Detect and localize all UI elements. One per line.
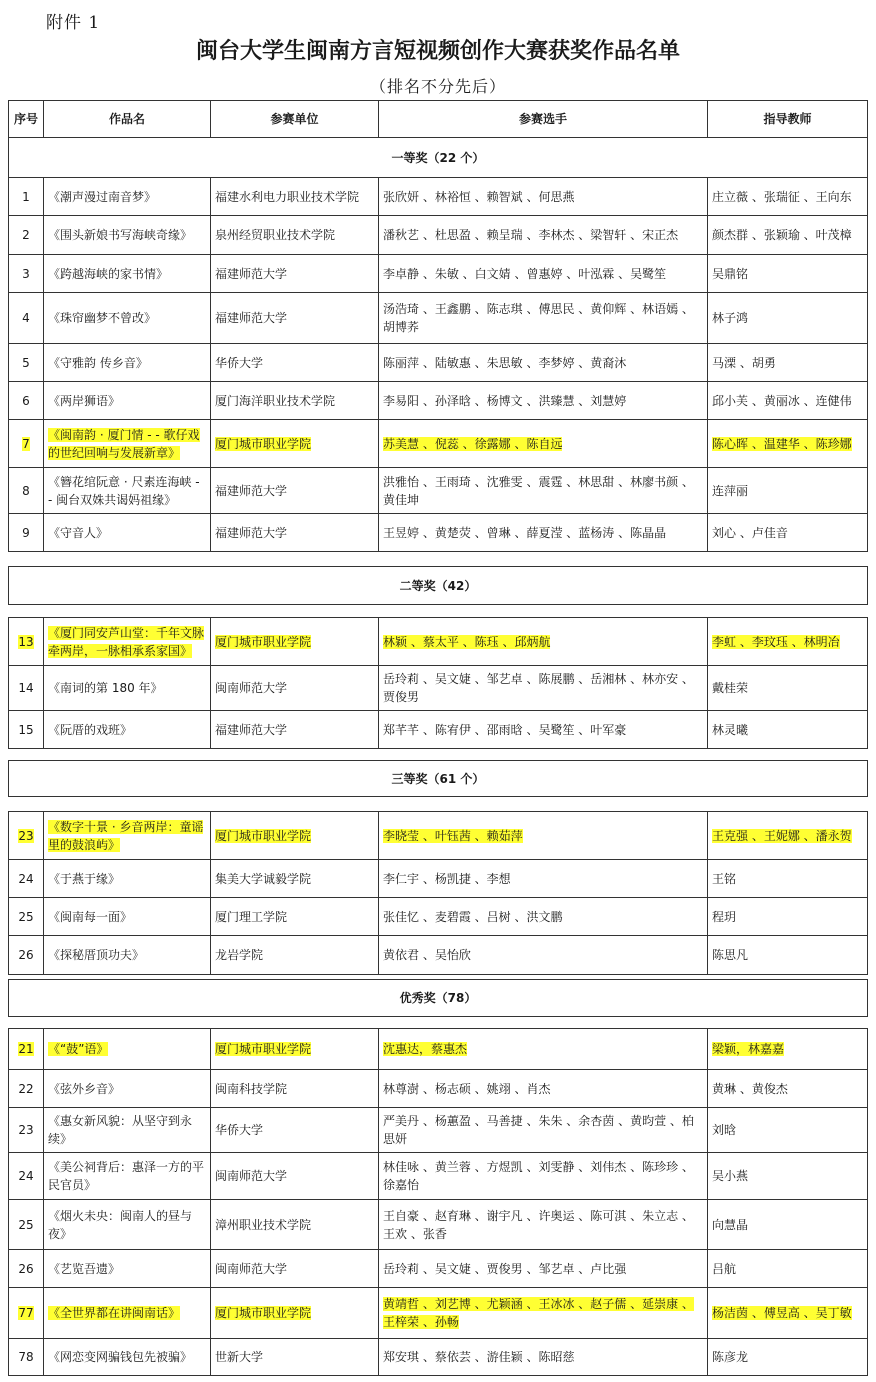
instructors <box>708 1288 868 1339</box>
instructors <box>708 812 868 860</box>
work-title <box>44 1153 211 1200</box>
cell-text: 《潮声漫过南音梦》 <box>48 189 157 204</box>
table-row <box>9 216 868 255</box>
row-number <box>9 711 44 749</box>
cell-text: 庄立薇 、张瑞征 、王向东 <box>712 189 852 204</box>
instructors <box>708 860 868 898</box>
awards-table-first <box>8 100 868 552</box>
table-row <box>9 1029 868 1070</box>
cell-text: 苏美慧 、倪蕊 、徐露娜 、陈自远 <box>383 436 563 451</box>
instructors <box>708 1029 868 1070</box>
cell-text: 厦门城市职业学院 <box>215 828 312 843</box>
unit-name <box>211 1250 379 1288</box>
cell-text: 陈心晖 、温建华 、陈珍娜 <box>712 436 852 451</box>
cell-text: 福建师范大学 <box>215 483 288 498</box>
row-number <box>9 618 44 666</box>
cell-text: 沈惠达，蔡惠杰 <box>383 1042 468 1056</box>
awards-table-excellent <box>8 979 868 1017</box>
cell-text: 邱小芙 、黄丽冰 、连健伟 <box>712 393 852 408</box>
cell-text: 龙岩学院 <box>215 948 264 962</box>
cell-text: 泉州经贸职业技术学院 <box>215 228 336 242</box>
work-title <box>44 1200 211 1250</box>
instructors <box>708 1200 868 1250</box>
cell-text: 《于燕于缘》 <box>48 871 121 886</box>
work-title <box>44 936 211 975</box>
table-row <box>9 255 868 293</box>
section-row-second <box>9 567 868 605</box>
cell-text: 6 <box>22 393 30 408</box>
cell-text: 黄靖哲 、刘艺博 、尤颖涵 、王冰冰 、赵子儒 、延崇康 、王梓荣 、孙畅 <box>383 1297 694 1329</box>
contestants <box>379 1200 708 1250</box>
cell-text: 李易阳 、孙泽晗 、杨博文 、洪臻慧 、刘慧婷 <box>383 393 627 408</box>
page-subtitle: （排名不分先后） <box>369 77 506 96</box>
cell-text: 颜杰群 、张颖瑜 、叶茂樟 <box>712 228 852 242</box>
cell-text: 黄琳 、黄俊杰 <box>712 1081 788 1096</box>
instructors <box>708 936 868 975</box>
cell-text: 1 <box>22 189 30 204</box>
cell-text: 林尊澍 、杨志硕 、姚翊 、肖杰 <box>383 1081 551 1096</box>
cell-text: 严美丹 、杨蕙盈 、马善捷 、朱朱 、余杏茵 、黄昀萱 、柏思妍 <box>383 1114 694 1146</box>
contestants <box>379 255 708 293</box>
unit-name <box>211 1339 379 1376</box>
cell-text: 潘秋艺 、杜思盈 、赖呈瑞 、李林杰 、梁智轩 、宋正杰 <box>383 228 679 242</box>
unit-name <box>211 711 379 749</box>
cell-text: 《守音人》 <box>48 525 109 540</box>
contestants <box>379 468 708 514</box>
cell-text: 25 <box>18 909 34 924</box>
unit-name <box>211 936 379 975</box>
row-number <box>9 860 44 898</box>
table-row <box>9 812 868 860</box>
work-title <box>44 514 211 552</box>
cell-text: 陈丽萍 、陆敏惠 、朱思敏 、李梦婷 、黄裔沐 <box>383 355 627 370</box>
cell-text: 吕航 <box>712 1261 737 1276</box>
row-number <box>9 293 44 344</box>
instructors <box>708 344 868 382</box>
cell-text: 王昱婷 、黄楚荧 、曾琳 、薛夏滢 、蓝杨涛 、陈晶晶 <box>383 525 667 540</box>
row-number <box>9 1108 44 1153</box>
row-number <box>9 898 44 936</box>
table-row <box>9 293 868 344</box>
unit-name <box>211 1029 379 1070</box>
cell-text: 林灵曦 <box>712 722 749 737</box>
cell-text: 《两岸狮语》 <box>48 393 121 408</box>
instructors <box>708 382 868 420</box>
contestants <box>379 898 708 936</box>
instructors <box>708 1108 868 1153</box>
cell-text: 《闽南韵 · 厦门情 - - 歌仔戏的世纪回响与发展新章》 <box>48 427 200 460</box>
cell-text: 王铭 <box>712 871 737 886</box>
cell-text: 汤浩琦 、王鑫鹏 、陈志琪 、傅思民 、黄仰辉 、林语嫣 、胡博荞 <box>383 302 694 334</box>
cell-text: 《数字十景 · 乡音两岸：童谣里的鼓浪屿》 <box>48 819 204 852</box>
cell-text: 漳州职业技术学院 <box>215 1217 312 1232</box>
cell-text: 24 <box>18 871 34 886</box>
table-row <box>9 1108 868 1153</box>
instructors <box>708 1153 868 1200</box>
contestants <box>379 1339 708 1376</box>
table-row <box>9 666 868 711</box>
cell-text: 《“鼓”语》 <box>48 1042 109 1056</box>
instructors <box>708 1339 868 1376</box>
cell-text: 《跨越海峡的家书情》 <box>48 266 169 281</box>
cell-text: 闽南师范大学 <box>215 1261 288 1276</box>
cell-text: 14 <box>18 681 34 695</box>
column-header: 指导教师 <box>708 101 868 138</box>
table-row <box>9 178 868 216</box>
unit-name <box>211 666 379 711</box>
table-row <box>9 344 868 382</box>
row-number <box>9 666 44 711</box>
unit-name <box>211 468 379 514</box>
cell-text: 22 <box>18 1081 34 1096</box>
row-number <box>9 1288 44 1339</box>
instructors <box>708 468 868 514</box>
instructors <box>708 711 868 749</box>
cell-text: 岳玲莉 、吴文婕 、邹艺卓 、陈展鹏 、岳湘林 、林亦安 、贾俊男 <box>383 672 694 704</box>
instructors <box>708 666 868 711</box>
cell-text: 吴小燕 <box>712 1169 749 1183</box>
work-title <box>44 216 211 255</box>
table-row <box>9 514 868 552</box>
table-row <box>9 618 868 666</box>
cell-text: 8 <box>22 483 30 498</box>
cell-text: 福建师范大学 <box>215 722 288 737</box>
cell-text: 闽南师范大学 <box>215 681 288 695</box>
work-title <box>44 1288 211 1339</box>
cell-text: 岳玲莉 、吴文婕 、贾俊男 、邹艺卓 、卢比强 <box>383 1261 627 1276</box>
unit-name <box>211 420 379 468</box>
instructors <box>708 178 868 216</box>
unit-name <box>211 293 379 344</box>
contestants <box>379 1153 708 1200</box>
work-title <box>44 178 211 216</box>
table-header-row <box>9 101 868 138</box>
awards-table-third <box>8 760 868 797</box>
cell-text: 张佳忆 、麦碧霞 、吕树 、洪文鹏 <box>383 909 563 924</box>
work-title <box>44 860 211 898</box>
unit-name <box>211 1070 379 1108</box>
unit-name <box>211 514 379 552</box>
cell-text: 李虹 、李玟珏 、林明冶 <box>712 634 840 649</box>
awards-table-third-body <box>8 811 868 975</box>
contestants <box>379 1288 708 1339</box>
cell-text: 《弦外乡音》 <box>48 1081 121 1096</box>
cell-text: 杨洁茵 、傅昱高 、吴丁敏 <box>712 1306 852 1320</box>
cell-text: 《南词的第 180 年》 <box>48 681 163 695</box>
cell-text: 李仁宇 、杨凯捷 、李想 <box>383 871 511 886</box>
unit-name <box>211 216 379 255</box>
work-title <box>44 382 211 420</box>
cell-text: 华侨大学 <box>215 355 264 370</box>
section-title: 优秀奖（78） <box>9 980 868 1017</box>
cell-text: 厦门城市职业学院 <box>215 1042 312 1056</box>
cell-text: 24 <box>18 1169 34 1183</box>
contestants <box>379 812 708 860</box>
cell-text: 李卓静 、朱敏 、白文婧 、曾惠婷 、叶泓霖 、吴鹭笙 <box>383 266 667 281</box>
cell-text: 《惠女新风貌：从坚守到永续》 <box>48 1114 193 1146</box>
section-row-excellent <box>9 980 868 1017</box>
cell-text: 连萍丽 <box>712 483 749 498</box>
cell-text: 程玥 <box>712 909 737 924</box>
cell-text: 马溧 、胡勇 <box>712 355 776 370</box>
cell-text: 3 <box>22 266 30 281</box>
table-row <box>9 860 868 898</box>
cell-text: 张欣妍 、林裕恒 、赖智斌 、何思燕 <box>383 189 575 204</box>
table-row <box>9 1288 868 1339</box>
contestants <box>379 666 708 711</box>
cell-text: 《闽南每一面》 <box>48 909 133 924</box>
row-number <box>9 1153 44 1200</box>
cell-text: 陈彦龙 <box>712 1350 749 1364</box>
row-number <box>9 382 44 420</box>
section-title: 三等奖（61 个） <box>9 761 868 797</box>
column-header: 序号 <box>9 101 44 138</box>
cell-text: 78 <box>18 1350 34 1364</box>
cell-text: 26 <box>18 1261 34 1276</box>
cell-text: 洪雅怡 、王雨琦 、沈雅雯 、震霆 、林思甜 、林廖书颜 、黄佳坤 <box>383 474 694 507</box>
cell-text: 林颖 、蔡太平 、陈珏 、邱炳航 <box>383 634 551 649</box>
cell-text: 林子鸿 <box>712 311 749 325</box>
cell-text: 《探秘厝顶功夫》 <box>48 948 145 962</box>
work-title <box>44 1070 211 1108</box>
row-number <box>9 468 44 514</box>
cell-text: 厦门城市职业学院 <box>215 1306 312 1320</box>
awards-table-second <box>8 566 868 605</box>
column-header: 参赛单位 <box>211 101 379 138</box>
cell-text: 福建师范大学 <box>215 266 288 281</box>
cell-text: 王克强 、王妮娜 、潘永贺 <box>712 828 852 843</box>
cell-text: 25 <box>18 1217 34 1232</box>
row-number <box>9 1200 44 1250</box>
unit-name <box>211 812 379 860</box>
section-title: 二等奖（42） <box>9 567 868 605</box>
unit-name <box>211 1200 379 1250</box>
cell-text: 15 <box>18 722 34 737</box>
row-number <box>9 178 44 216</box>
cell-text: 《围头新娘书写海峡奇缘》 <box>48 228 193 242</box>
cell-text: 2 <box>22 228 30 242</box>
section-row-first <box>9 138 868 178</box>
contestants <box>379 618 708 666</box>
cell-text: 华侨大学 <box>215 1123 264 1137</box>
cell-text: 21 <box>18 1042 34 1056</box>
cell-text: 戴桂荣 <box>712 681 749 695</box>
table-row <box>9 711 868 749</box>
unit-name <box>211 255 379 293</box>
cell-text: 闽南师范大学 <box>215 1169 288 1183</box>
contestants <box>379 1070 708 1108</box>
cell-text: 陈思凡 <box>712 948 749 962</box>
cell-text: 9 <box>22 525 30 540</box>
unit-name <box>211 1108 379 1153</box>
work-title <box>44 468 211 514</box>
table-row <box>9 1153 868 1200</box>
table-row <box>9 382 868 420</box>
cell-text: 《烟火未央：闽南人的昼与夜》 <box>48 1208 193 1241</box>
cell-text: 5 <box>22 355 30 370</box>
cell-text: 厦门城市职业学院 <box>215 634 312 649</box>
cell-text: 23 <box>18 828 34 843</box>
cell-text: 《艺览吾遗》 <box>48 1261 121 1276</box>
contestants <box>379 514 708 552</box>
cell-text: 《珠帘幽梦不曾改》 <box>48 311 157 325</box>
cell-text: 13 <box>18 634 34 649</box>
cell-text: 《簪花绾阮意 · 尺素连海峡 - - 闽台双姝共谒妈祖缘》 <box>48 474 200 507</box>
row-number <box>9 936 44 975</box>
cell-text: 福建师范大学 <box>215 311 288 325</box>
instructors <box>708 898 868 936</box>
contestants <box>379 293 708 344</box>
instructors <box>708 618 868 666</box>
cell-text: 77 <box>18 1306 34 1320</box>
contestants <box>379 1029 708 1070</box>
row-number <box>9 1029 44 1070</box>
unit-name <box>211 382 379 420</box>
row-number <box>9 812 44 860</box>
column-header: 参赛选手 <box>379 101 708 138</box>
contestants <box>379 382 708 420</box>
section-row-third <box>9 761 868 797</box>
instructors <box>708 1070 868 1108</box>
cell-text: 《厦门同安芦山堂：千年文脉牵两岸，一脉相承系家国》 <box>48 625 205 658</box>
work-title <box>44 420 211 468</box>
attachment-label: 附件 1 <box>46 13 101 33</box>
work-title <box>44 666 211 711</box>
cell-text: 郑安琪 、蔡依芸 、游佳颖 、陈昭慈 <box>383 1350 575 1364</box>
cell-text: 26 <box>18 948 34 962</box>
row-number <box>9 1339 44 1376</box>
table-row <box>9 936 868 975</box>
row-number <box>9 255 44 293</box>
cell-text: 《阮厝的戏班》 <box>48 722 133 737</box>
cell-text: 向慧晶 <box>712 1217 749 1232</box>
table-row <box>9 1250 868 1288</box>
column-header: 作品名 <box>44 101 211 138</box>
work-title <box>44 711 211 749</box>
cell-text: 厦门理工学院 <box>215 909 288 924</box>
section-title: 一等奖（22 个） <box>9 138 868 178</box>
work-title <box>44 618 211 666</box>
work-title <box>44 255 211 293</box>
cell-text: 7 <box>22 436 30 451</box>
instructors <box>708 1250 868 1288</box>
cell-text: 《网恋变网骗钱包先被骗》 <box>48 1350 193 1364</box>
unit-name <box>211 898 379 936</box>
cell-text: 4 <box>22 311 30 325</box>
contestants <box>379 344 708 382</box>
instructors <box>708 255 868 293</box>
work-title <box>44 344 211 382</box>
awards-table-second-body <box>8 617 868 749</box>
instructors <box>708 420 868 468</box>
cell-text: 梁颖，林嘉嘉 <box>712 1042 785 1056</box>
work-title <box>44 898 211 936</box>
table-row <box>9 1070 868 1108</box>
cell-text: 厦门海洋职业技术学院 <box>215 393 336 408</box>
instructors <box>708 216 868 255</box>
contestants <box>379 1108 708 1153</box>
contestants <box>379 1250 708 1288</box>
unit-name <box>211 618 379 666</box>
cell-text: 福建水利电力职业技术学院 <box>215 189 360 204</box>
cell-text: 《守雅韵 传乡音》 <box>48 355 148 370</box>
table-row <box>9 1339 868 1376</box>
cell-text: 厦门城市职业学院 <box>215 436 312 451</box>
unit-name <box>211 178 379 216</box>
cell-text: 福建师范大学 <box>215 525 288 540</box>
contestants <box>379 420 708 468</box>
cell-text: 刘心 、卢佳音 <box>712 525 788 540</box>
cell-text: 集美大学诚毅学院 <box>215 871 312 886</box>
cell-text: 黄依君 、吴怡欣 <box>383 948 471 962</box>
table-row <box>9 898 868 936</box>
contestants <box>379 936 708 975</box>
contestants <box>379 860 708 898</box>
unit-name <box>211 1288 379 1339</box>
contestants <box>379 216 708 255</box>
cell-text: 《全世界都在讲闽南话》 <box>48 1306 181 1320</box>
unit-name <box>211 344 379 382</box>
work-title <box>44 293 211 344</box>
unit-name <box>211 1153 379 1200</box>
contestants <box>379 711 708 749</box>
cell-text: 世新大学 <box>215 1350 264 1364</box>
table-row <box>9 468 868 514</box>
row-number <box>9 1250 44 1288</box>
table-row <box>9 1200 868 1250</box>
work-title <box>44 1250 211 1288</box>
cell-text: 闽南科技学院 <box>215 1081 288 1096</box>
page-title: 闽台大学生闽南方言短视频创作大赛获奖作品名单 <box>195 38 680 64</box>
cell-text: 吴鼎铭 <box>712 266 749 281</box>
work-title <box>44 1029 211 1070</box>
cell-text: 林佳咏 、黄兰蓉 、方煜凯 、刘雯静 、刘伟杰 、陈珍珍 、徐嘉怡 <box>383 1160 694 1192</box>
work-title <box>44 1108 211 1153</box>
cell-text: 李晓莹 、叶钰茜 、赖茹萍 <box>383 828 523 843</box>
row-number <box>9 514 44 552</box>
instructors <box>708 514 868 552</box>
table-row <box>9 420 868 468</box>
instructors <box>708 293 868 344</box>
cell-text: 刘晗 <box>712 1123 737 1137</box>
work-title <box>44 1339 211 1376</box>
row-number <box>9 344 44 382</box>
unit-name <box>211 860 379 898</box>
row-number <box>9 216 44 255</box>
cell-text: 郑芊芊 、陈宥伊 、邵雨晗 、吴鹭笙 、叶军豪 <box>383 722 627 737</box>
cell-text: 《美公祠背后：惠泽一方的平民官员》 <box>48 1160 205 1192</box>
row-number <box>9 420 44 468</box>
row-number <box>9 1070 44 1108</box>
cell-text: 王自豪 、赵育琳 、谢宇凡 、许奥运 、陈可淇 、朱立志 、王欢 、张香 <box>383 1208 694 1241</box>
awards-table-excellent-body <box>8 1028 868 1376</box>
work-title <box>44 812 211 860</box>
contestants <box>379 178 708 216</box>
cell-text: 23 <box>18 1123 34 1137</box>
